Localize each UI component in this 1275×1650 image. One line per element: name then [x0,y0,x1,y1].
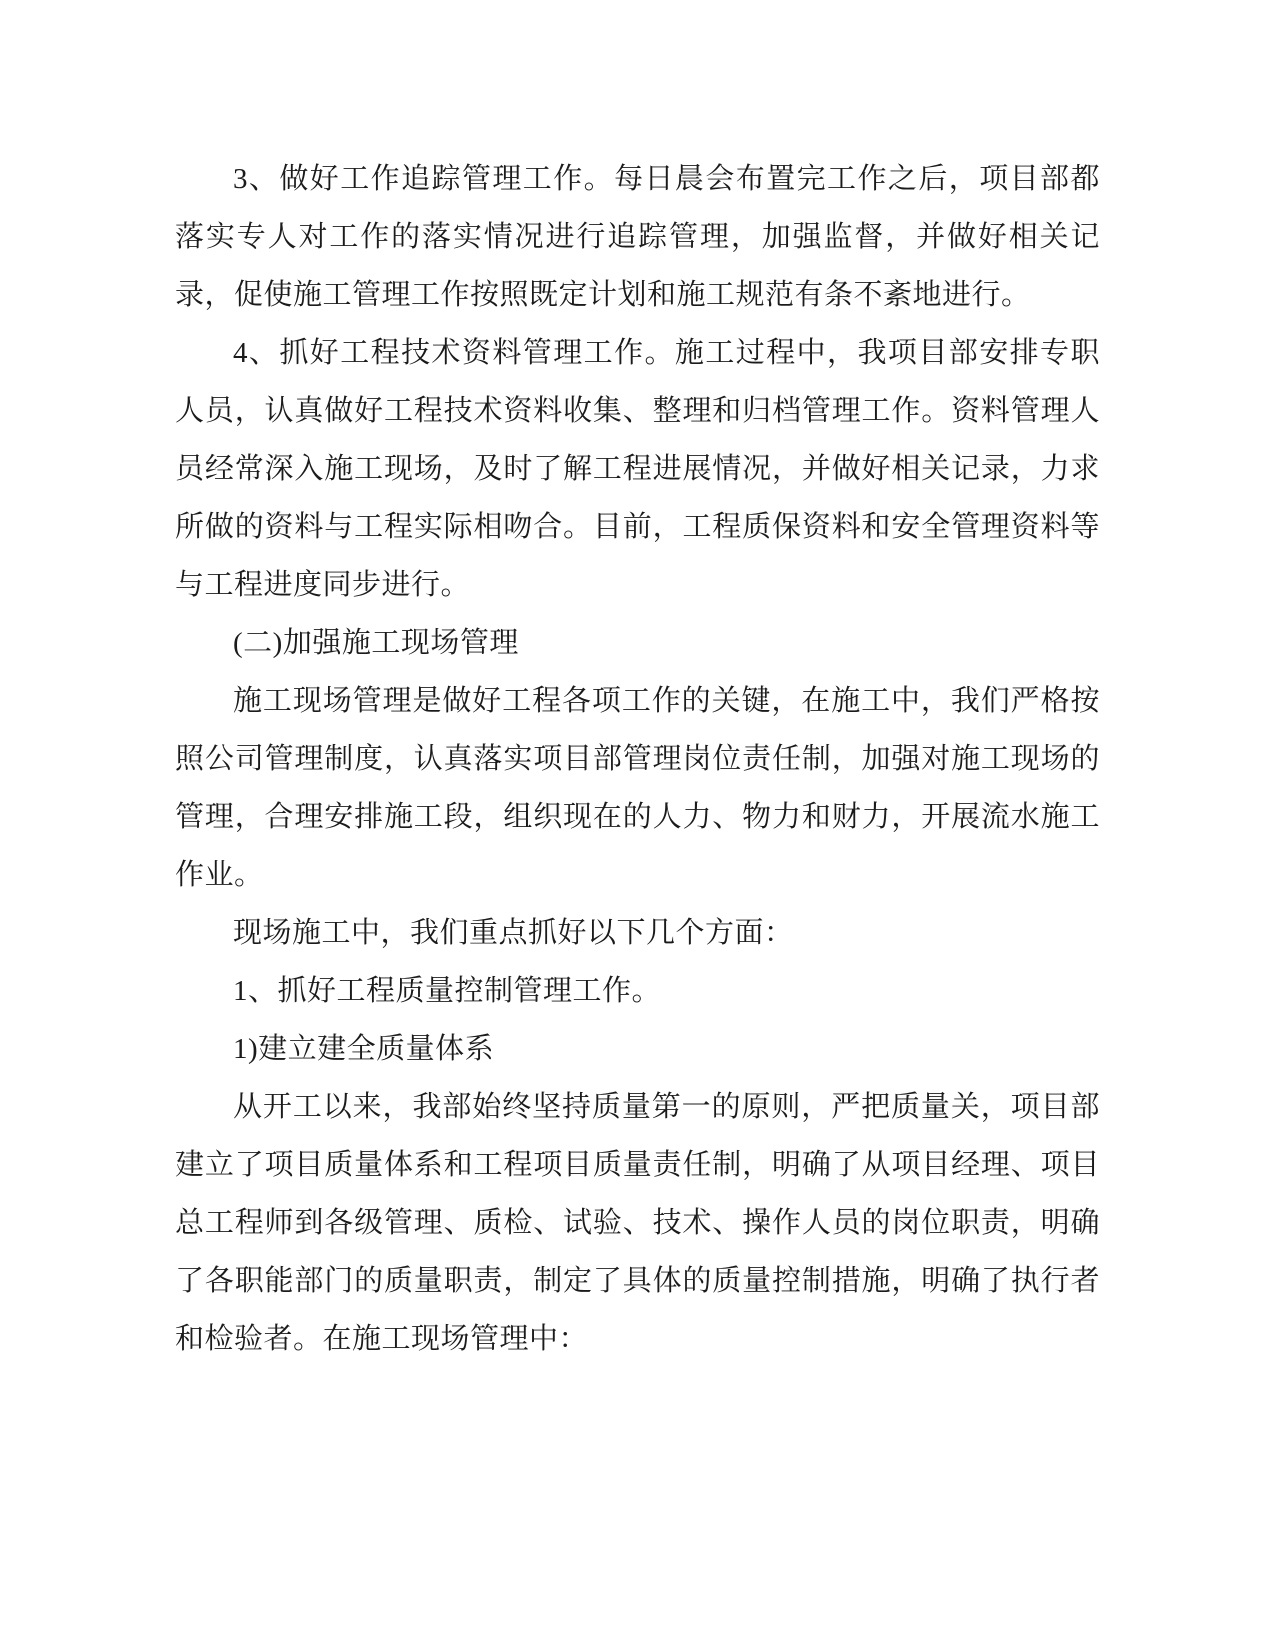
paragraph-item-3: 3、做好工作追踪管理工作。每日晨会布置完工作之后，项目部都落实专人对工作的落实情况进行追踪管理，加强监督，并做好相关记录，促使施工管理工作按照既定计划和施工规范有条不紊地进行。 [175,163,1100,311]
paragraph-item-4: 4、抓好工程技术资料管理工作。施工过程中，我项目部安排专职人员，认真做好工程技术资料收集、整理和归档管理工作。资料管理人员经常深入施工现场，及时了解工程进展情况，并做好相关记录，力求所做的资料与工程实际相吻合。目前，工程质保资料和安全管理资料等与工程进度同步进行。 [175,337,1100,601]
paragraph-section-heading: (二)加强施工现场管理 [233,627,519,659]
paragraph-subitem-1: 1)建立建全质量体系 [233,1033,495,1065]
paragraph-focus-intro: 现场施工中，我们重点抓好以下几个方面： [233,917,794,949]
paragraph-site-management: 施工现场管理是做好工程各项工作的关键，在施工中，我们严格按照公司管理制度，认真落实项目部管理岗位责任制，加强对施工现场的管理，合理安排施工段，组织现在的人力、物力和财力，开展流水施工作业。 [175,685,1100,891]
document-body [175,150,1100,1368]
paragraph-quality-item-1: 1、抓好工程质量控制管理工作。 [233,975,662,1007]
paragraph-quality-system: 从开工以来，我部始终坚持质量第一的原则，严把质量关，项目部建立了项目质量体系和工程项目质量责任制，明确了从项目经理、项目总工程师到各级管理、质检、试验、技术、操作人员的岗位职责，明确了各职能部门的质量职责，制定了具体的质量控制措施，明确了执行者和检验者。在施工现场管理中： [175,1091,1100,1355]
